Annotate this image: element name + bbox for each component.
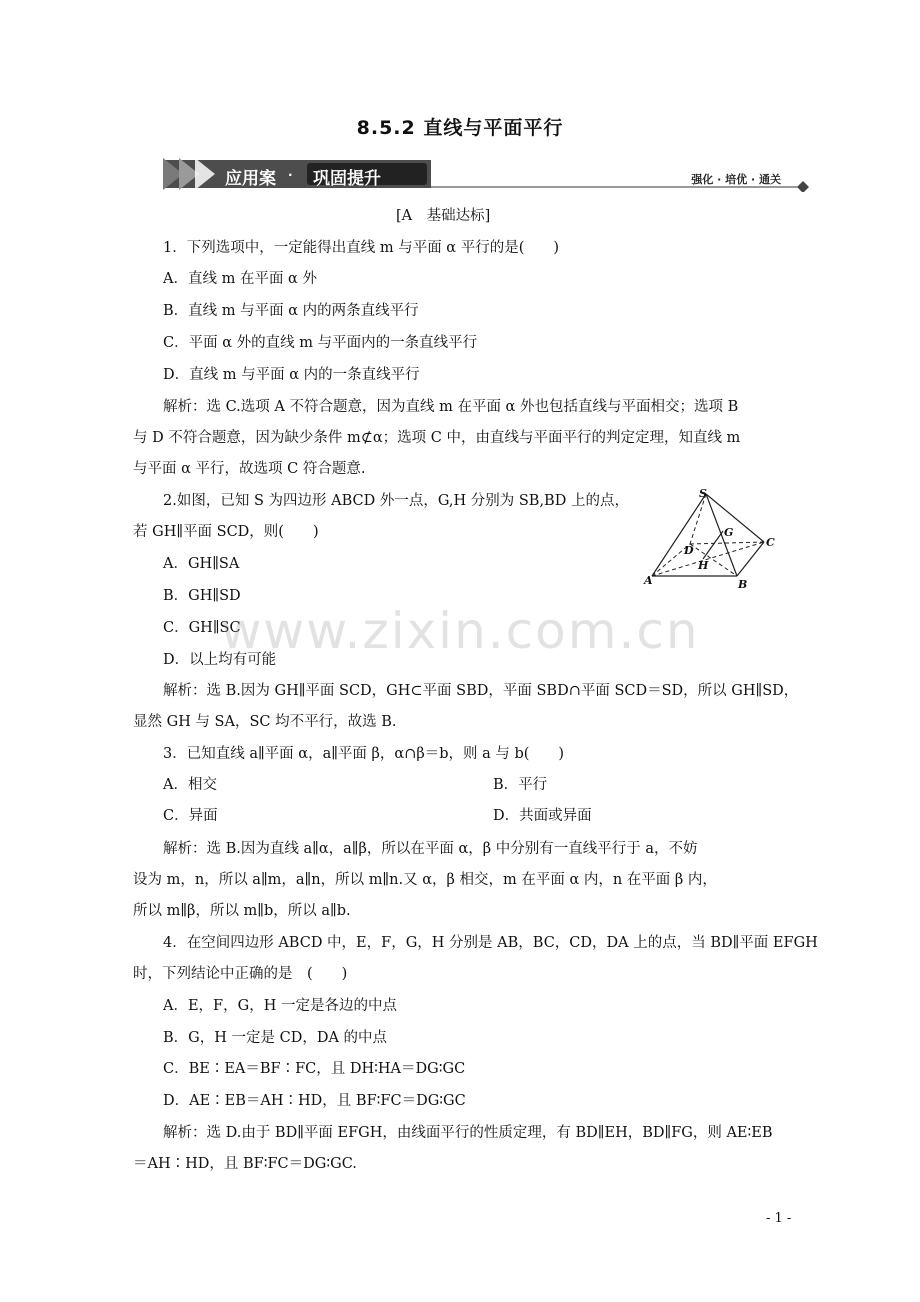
banner-label-b: 巩固提升 [313, 169, 381, 189]
q3-solution-line1: 解析：选 B.因为直线 a∥α，a∥β，所以在平面 α，β 中分别有一直线平行于 a，不妨 [163, 841, 698, 857]
page-number: - 1 - [766, 1211, 792, 1226]
q4-option-d: D．AE∶EB＝AH∶HD，且 BF∶FC＝DG∶GC [163, 1093, 466, 1109]
label-B: B [738, 578, 748, 591]
q2-stem-line1: 2.如图，已知 S 为四边形 ABCD 外一点，G,H 分别为 SB,BD 上的点， [163, 493, 629, 509]
banner-dot: · [288, 168, 293, 182]
q4-stem-line1: 4．在空间四边形 ABCD 中，E，F，G，H 分别是 AB，BC，CD，DA 上的点，当 BD∥平面 EFGH [163, 935, 818, 951]
banner-label-a: 应用案 [225, 169, 276, 189]
watermark: www.zixin.com.cn [220, 602, 700, 660]
pyramid-figure [640, 484, 790, 594]
q2-option-d: D．以上均有可能 [163, 652, 277, 668]
q1-solution-line2: 与 D 不符合题意，因为缺少条件 m⊄α；选项 C 中，由直线与平面平行的判定定理，知直线 m [133, 430, 741, 446]
q4-option-c: C．BE∶EA＝BF∶FC，且 DH∶HA＝DG∶GC [163, 1061, 466, 1077]
q3-option-a: A．相交 [163, 777, 217, 793]
q2-option-b: B．GH∥SD [163, 588, 241, 604]
page-title: 8.5.2 直线与平面平行 [356, 117, 564, 139]
label-G: G [724, 526, 734, 539]
q3-stem: 3．已知直线 a∥平面 α，a∥平面 β，α∩β＝b，则 a 与 b( ) [163, 746, 565, 762]
q1-stem: 1．下列选项中，一定能得出直线 m 与平面 α 平行的是( ) [163, 240, 560, 256]
q2-option-c: C．GH∥SC [163, 620, 241, 636]
q1-option-c: C．平面 α 外的直线 m 与平面内的一条直线平行 [163, 335, 478, 351]
q3-option-c: C．异面 [163, 808, 218, 824]
q1-option-b: B．直线 m 与平面 α 内的两条直线平行 [163, 303, 419, 319]
section-banner [163, 156, 813, 192]
q1-solution-line1: 解析：选 C.选项 A 不符合题意，因为直线 m 在平面 α 外也包括直线与平面相交；选项 B [163, 399, 739, 415]
q4-option-b: B．G，H 一定是 CD，DA 的中点 [163, 1030, 388, 1046]
q2-stem-line2: 若 GH∥平面 SCD，则( ) [133, 524, 319, 540]
q3-solution-line3: 所以 m∥β，所以 m∥b，所以 a∥b. [133, 903, 351, 919]
q2-option-a: A．GH∥SA [163, 556, 240, 572]
q4-solution-line1: 解析：选 D.由于 BD∥平面 EFGH，由线面平行的性质定理，有 BD∥EH，BD∥FG，则 AE∶EB [163, 1125, 773, 1141]
q1-option-a: A．直线 m 在平面 α 外 [163, 271, 317, 287]
q4-stem-line2: 时，下列结论中正确的是 ( ) [133, 966, 348, 982]
label-A: A [644, 574, 653, 587]
q1-option-d: D．直线 m 与平面 α 内的一条直线平行 [163, 367, 420, 383]
label-S: S [699, 487, 707, 500]
label-C: C [766, 536, 775, 549]
banner-tagline: 强化 · 培优 · 通关 [691, 173, 781, 186]
q2-solution-line1: 解析：选 B.因为 GH∥平面 SCD，GH⊂平面 SBD，平面 SBD∩平面 SCD＝SD，所以 GH∥SD， [163, 683, 799, 699]
q3-option-d: D．共面或异面 [493, 808, 592, 824]
q4-option-a: A．E，F，G，H 一定是各边的中点 [163, 998, 397, 1014]
q2-solution-line2: 显然 GH 与 SA，SC 均不平行，故选 B. [133, 714, 397, 730]
q4-solution-line2: ＝AH∶HD，且 BF∶FC＝DG∶GC. [133, 1156, 357, 1172]
label-D: D [684, 544, 694, 557]
label-H: H [698, 559, 709, 572]
section-heading: [A 基础达标] [396, 208, 491, 224]
q1-solution-line3: 与平面 α 平行，故选项 C 符合题意. [133, 461, 366, 477]
q3-solution-line2: 设为 m，n，所以 a∥m，a∥n，所以 m∥n.又 α，β 相交，m 在平面 α 内，n 在平面 β 内， [133, 872, 717, 888]
q3-option-b: B．平行 [493, 777, 548, 793]
